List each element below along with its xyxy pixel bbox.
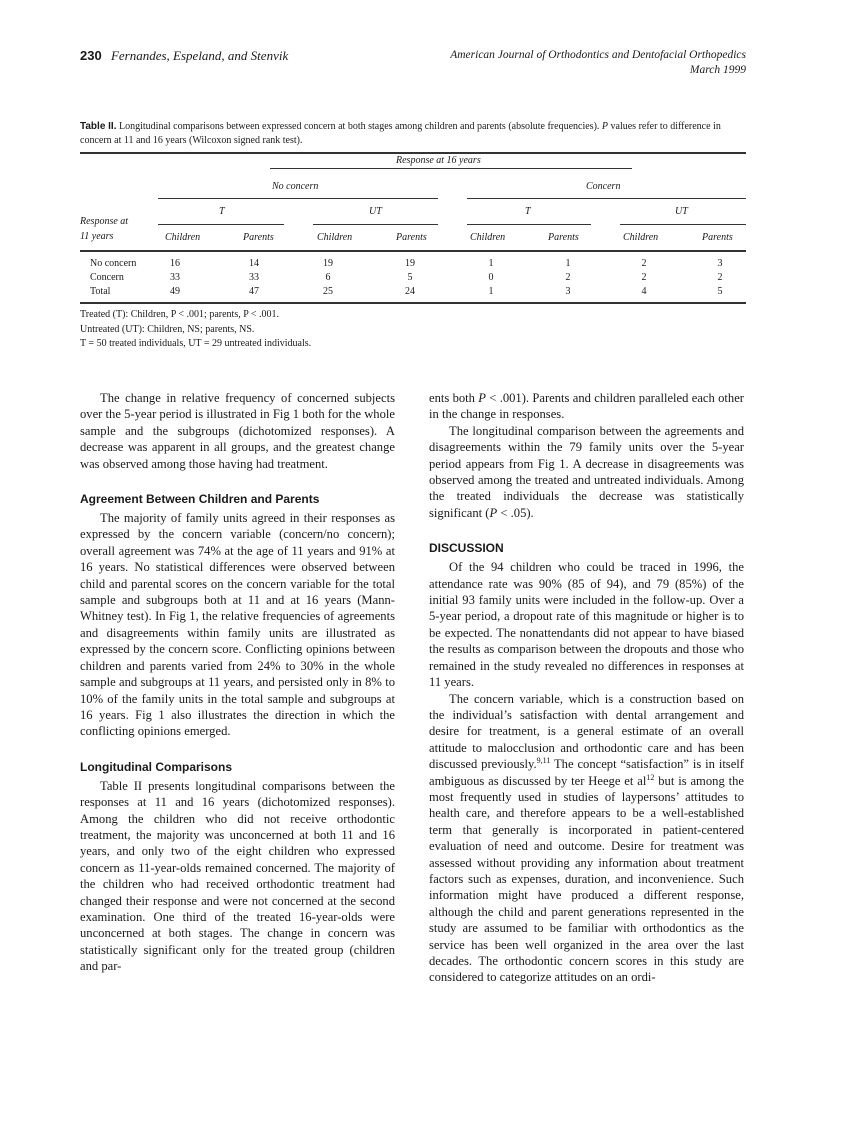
ut1-underline <box>313 224 438 225</box>
group-header-concern: Concern <box>586 181 621 192</box>
table-cell: 1 <box>565 258 571 269</box>
ut2-underline <box>620 224 746 225</box>
table-label: Table II. <box>80 121 117 132</box>
paragraph <box>429 390 744 423</box>
paragraph: Of the 94 children who could be traced in 1996, the attendance rate was 90% (85 of 94), and 79 (85%) of the initial 93 family units were included in the follow-up. Over a 5-year period, a dropout rate of this magnitude or higher is to be expected. The nonattendants did not appear to have biased the results as comparison between the dropouts and those who remained in the study revealed no differences in responses at 11 years. <box>429 560 744 690</box>
table-cell: 24 <box>405 286 415 297</box>
table-cell: 49 <box>170 286 180 297</box>
col-header: Parents <box>396 232 427 243</box>
row-label: No concern <box>90 258 137 269</box>
paragraph <box>429 691 744 986</box>
paragraph: The change in relative frequency of concerned subjects over the 5-year period is illustrated in Fig 1 both for the whole sample and the subgroups (dichotomized responses). A decrease was apparent in all groups, and the greatest change was observed among those having had treatment. <box>80 391 395 471</box>
section-heading-discussion: DISCUSSION <box>429 541 504 556</box>
table-cell: 25 <box>323 286 333 297</box>
table-cell: 0 <box>488 272 494 283</box>
issue-date: March 1999 <box>689 64 746 76</box>
text: The concern variable, which is a construction based on the individual’s satisfaction with dental arrangement and desire for treatment, is a general estimate of an overall attitude to malocclusion and orthodontic care and has been discussed previously. <box>429 691 744 772</box>
stub-header-line1: Response at <box>80 216 129 227</box>
subgroup-t-1: T <box>219 206 225 217</box>
page-number: 230 <box>80 48 102 63</box>
citation-ref: 9,11 <box>536 755 551 765</box>
paragraph <box>429 423 744 521</box>
table-cell: 33 <box>249 272 259 283</box>
footnote-untreated: Untreated (UT): Children, NS; parents, NS. <box>80 323 255 335</box>
header-bottom-rule <box>80 250 746 252</box>
col-header: Parents <box>548 232 579 243</box>
stub-header-line2: 11 years <box>80 231 114 242</box>
col-header: Children <box>470 232 506 243</box>
table-cell: 33 <box>170 272 180 283</box>
table-cell: 4 <box>641 286 647 297</box>
text: < .05). <box>497 505 534 520</box>
col-header: Children <box>623 232 659 243</box>
p-symbol: P <box>478 391 486 405</box>
footnote-treated: Treated (T): Children, P < .001; parents, P < .001. <box>80 309 280 320</box>
table-cell: 5 <box>717 286 723 297</box>
table-footnotes <box>80 308 311 352</box>
text: < .001). Parents and children paralleled each other in the change in responses. <box>429 391 744 422</box>
table-cell: 3 <box>717 258 723 269</box>
body-column-left <box>80 390 395 975</box>
row-label: Total <box>90 286 111 297</box>
caption-text: Longitudinal comparisons between expressed concern at both stages among children and parents (absolute frequencies). <box>116 121 602 132</box>
footnote-sample-sizes: T = 50 treated individuals, UT = 29 untreated individuals. <box>80 338 312 349</box>
table-cell: 2 <box>565 272 571 283</box>
running-header-authors: Fernandes, Espeland, and Stenvik <box>110 48 289 63</box>
group-header-no-concern: No concern <box>272 181 319 192</box>
spanner-response-16: Response at 16 years <box>396 155 481 166</box>
journal-title: American Journal of Orthodontics and Dentofacial Orthopedics <box>450 49 746 61</box>
table-cell: 6 <box>325 272 331 283</box>
col-header: Children <box>165 232 201 243</box>
p-symbol: P <box>489 505 498 520</box>
table-cell: 47 <box>249 286 259 297</box>
table-bottom-rule <box>80 302 746 304</box>
running-header-right <box>450 48 746 78</box>
caption-text-cont: values refer to difference in concern at 11 and 16 years (Wilcoxon signed rank test). <box>80 121 721 146</box>
caption-p-symbol: P <box>601 121 609 132</box>
paragraph: Table II presents longitudinal comparisons between the responses at 11 and 16 years (dichotomized responses). Among the children who did not receive orthodontic treatment, the majority was unconcerned at both 11 and 16 years, and only two of the eight children who expressed concern as 11-year-olds remained concerned. The majority of the children who had received orthodontic treatment had changed their response and were not concerned at the second examination. One third of the treated 16-year-olds were unconcerned at both stages. The change in concern was statistically significant only for the treated group (children and par- <box>80 778 395 974</box>
paragraph: The majority of family units agreed in their responses as expressed by the concern variable (concern/no concern); overall agreement was 74% at the age of 11 years and 91% at 16 years. No statistical differences were observed between child and parental scores on the concern variable for the total sample and subgroups both at 11 and at 16 years (Mann-Whitney test). In Fig 1, the relative frequencies of agreements and disagreements within family units are illustrated as expressed by the concern score. Conflicting opinions between children and parents varied from 24% to 30% in the whole sample and subgroups at 11 years, and persisted only in 8% to 10% of the family units in the total sample and subgroups at 16 years. Fig 1 also illustrates the direction in which the conflicting opinions emerged. <box>80 511 395 739</box>
text: The concept “satisfaction” is in itself ambiguous as discussed by ter Heege et al <box>429 757 744 788</box>
table-top-rule <box>80 152 746 154</box>
row-label: Concern <box>90 272 124 283</box>
col-header: Parents <box>243 232 274 243</box>
table-caption <box>80 120 748 147</box>
subgroup-ut-2: UT <box>675 206 688 217</box>
table-cell: 1 <box>488 258 494 269</box>
table-cell: 2 <box>641 258 647 269</box>
t2-underline <box>467 224 591 225</box>
table-cell: 16 <box>170 258 180 269</box>
col-header: Children <box>317 232 353 243</box>
table-cell: 1 <box>488 286 494 297</box>
section-heading-longitudinal: Longitudinal Comparisons <box>80 759 232 774</box>
section-heading-agreement: Agreement Between Children and Parents <box>80 492 320 507</box>
body-column-right <box>429 390 744 986</box>
running-header-left <box>80 48 288 64</box>
col-header: Parents <box>702 232 733 243</box>
table-cell: 2 <box>641 272 647 283</box>
concern-underline <box>467 198 746 199</box>
table-cell: 14 <box>249 258 259 269</box>
t1-underline <box>158 224 284 225</box>
spanner-underline <box>270 168 632 169</box>
subgroup-ut-1: UT <box>369 206 382 217</box>
table-cell: 2 <box>717 272 723 283</box>
table-cell: 3 <box>565 286 571 297</box>
text: ents both <box>429 391 479 405</box>
text: but is among the most frequently used in studies of laypersons’ attitudes to health care, and therefore appears to be a well-established term that generally is incorporated in patient-centered evaluation of need and outcome. Desire for treatment was assessed without providing any information about treatment factors such as expenses, duration, and inconvenience. Such information might have produced a different response, although the child and parent generations represented in the study are assumed to be familiar with orthodontics as the service has been well organized in the area over the last decades. The orthodontic concern scores in this study are considered to categorize attitudes on an ordi- <box>429 773 744 985</box>
text: The longitudinal comparison between the agreements and disagreements within the 79 family units over the 5-year period appears from Fig 1. A decrease in disagreements was observed among the treated and untreated individuals. Among the treated individuals the decrease was statistically significant ( <box>429 423 744 520</box>
subgroup-t-2: T <box>525 206 531 217</box>
citation-ref: 12 <box>646 772 655 782</box>
table-cell: 19 <box>405 258 415 269</box>
table-cell: 5 <box>407 272 413 283</box>
table-cell: 19 <box>323 258 333 269</box>
no-concern-underline <box>158 198 438 199</box>
